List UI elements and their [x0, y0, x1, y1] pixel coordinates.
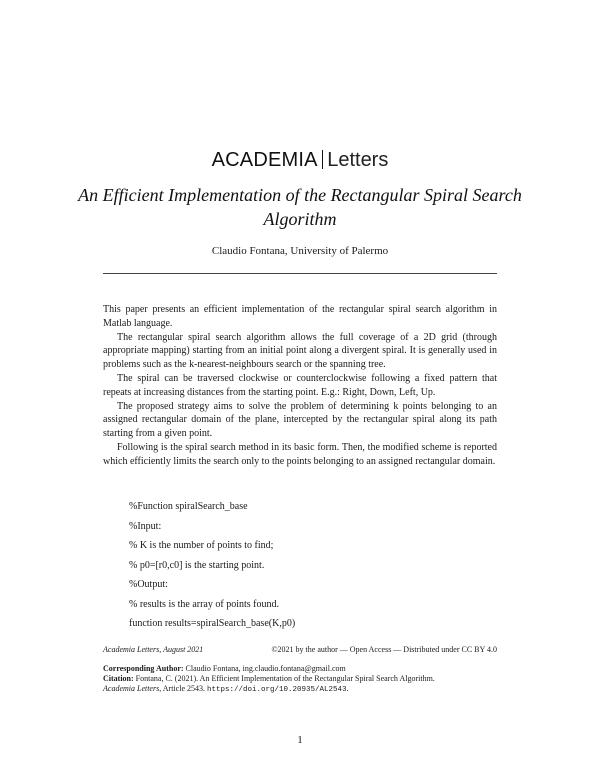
- abstract-body: [103, 303, 497, 469]
- code-line: % K is the number of points to find;: [129, 540, 274, 551]
- masthead-section: Letters: [327, 149, 389, 171]
- citation-journal: Academia Letters: [103, 684, 160, 693]
- masthead-divider: [322, 150, 324, 169]
- paper-title: An Efficient Implementation of the Rectangular Spiral Search Algorithm: [78, 185, 522, 229]
- journal-date: Academia Letters, August 2021: [103, 645, 204, 654]
- code-line: %Input:: [129, 520, 162, 532]
- code-listing: [129, 500, 489, 637]
- citation-article: , Article 2543.: [159, 684, 207, 693]
- code-line: % p0=[r0,c0] is the starting point.: [129, 559, 265, 571]
- citation-label: Citation:: [103, 674, 134, 683]
- code-line: function results=spiralSearch_base(K,p0): [129, 618, 296, 629]
- citation-line: [103, 674, 497, 684]
- corresponding-author: [103, 664, 497, 674]
- code-line: %Output:: [129, 579, 168, 590]
- doi-link[interactable]: https://doi.org/10.20935/AL2543: [207, 686, 347, 694]
- paragraph: The spiral can be traversed clockwise or counterclockwise following a fixed pattern that repeats at increasing distances from the starting point. E.g.: Right, Down, Left, Up.: [103, 372, 497, 398]
- masthead-brand: ACADEMIA: [211, 149, 318, 171]
- paragraph: The rectangular spiral search algorithm allows the full coverage of a 2D grid (through appropriate mapping) starting from an initial point along a divergent spiral. It is generally used in problems such as the k-nearest-neighbours search or the spanning tree.: [103, 331, 497, 371]
- paragraph: The proposed strategy aims to solve the problem of determining k points belonging to an assigned rectangular domain of the plane, intercepted by the rectangular spiral along its path starting from a given point.: [103, 400, 497, 440]
- license-text: ©2021 by the author — Open Access — Distributed under CC BY 4.0: [271, 645, 497, 654]
- code-line: % results is the array of points found.: [129, 598, 279, 610]
- citation-text: Fontana, C. (2021). An Efficient Implementation of the Rectangular Spiral Search Algorithm.: [135, 674, 435, 683]
- page-footer: [103, 645, 497, 695]
- title-divider: [103, 273, 497, 274]
- journal-masthead: [0, 148, 600, 172]
- paragraph: Following is the spiral search method in its basic form. Then, the modified scheme is reported which efficiently limits the search only to the points belonging to an assigned rectangular domain.: [103, 441, 497, 467]
- paragraph: This paper presents an efficient implementation of the rectangular spiral search algorithm in Matlab language.: [103, 304, 497, 329]
- footer-meta-row: [103, 645, 497, 655]
- corresponding-value: Claudio Fontana, ing.claudio.fontana@gmail.com: [185, 664, 346, 673]
- citation-line-2: [103, 684, 497, 695]
- corresponding-label: Corresponding Author:: [103, 664, 184, 673]
- page-number: 1: [297, 734, 303, 746]
- citation-end: .: [346, 684, 349, 693]
- code-line: %Function spiralSearch_base: [129, 501, 248, 512]
- author-line: Claudio Fontana, University of Palermo: [211, 245, 389, 257]
